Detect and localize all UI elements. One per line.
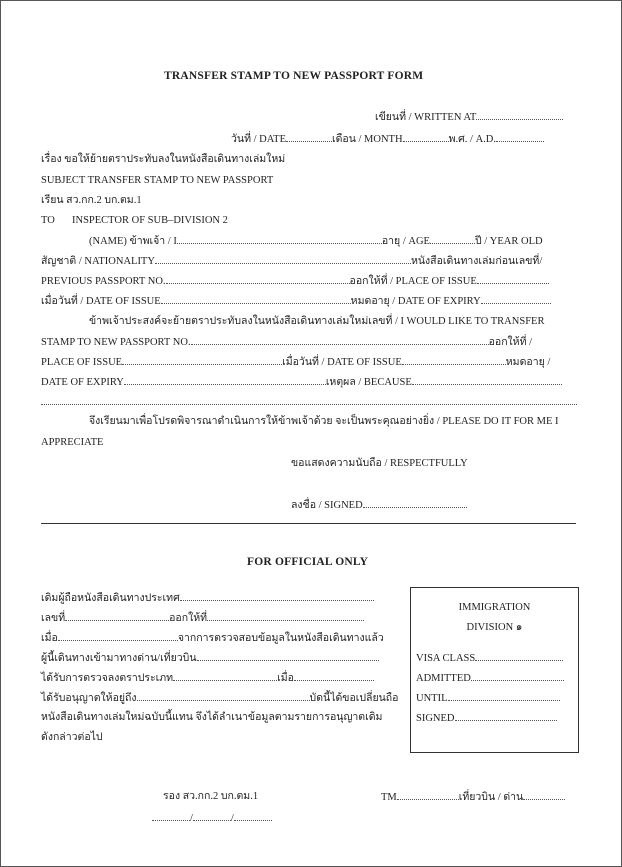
permitted-until-field[interactable] <box>137 691 310 701</box>
visa-date-field[interactable] <box>294 671 374 681</box>
signed-row <box>291 498 467 512</box>
official-line-5 <box>41 671 374 685</box>
nationality-row <box>41 254 542 268</box>
visa-class-label: VISA CLASS <box>416 653 476 664</box>
written-at-label: เขียนที่ / WRITTEN AT <box>375 112 477 123</box>
footer-flight-label: เที่ยวบิน / ด่าน <box>458 792 524 803</box>
new-date-of-issue-label: เมื่อวันที่ / DATE OF ISSUE <box>282 357 402 368</box>
box-title-immigration: IMMIGRATION <box>458 602 531 613</box>
entry-checkpoint-label: ผู้นี้เดินทางเข้ามาทางด่าน/เที่ยวบิน <box>41 653 197 664</box>
passport-checked-text: จากการตรวจสอบข้อมูลในหนังสือเดินทางแล้ว <box>177 633 384 644</box>
official-number-field[interactable] <box>65 611 169 621</box>
new-passport-label: STAMP TO NEW PASSPORT NO. <box>41 337 191 348</box>
subject-thai: เรื่อง ขอให้ย้ายตราประทับลงในหนังสือเดินทางเล่มใหม่ <box>41 154 286 165</box>
form-title: TRANSFER STAMP TO NEW PASSPORT FORM <box>164 70 424 82</box>
official-line-3 <box>41 631 384 645</box>
name-label: (NAME) ข้าพเจ้า / I <box>89 236 177 247</box>
prev-passport-field[interactable] <box>166 274 350 284</box>
date-of-expiry-field[interactable] <box>481 294 551 304</box>
new-passport-field[interactable] <box>191 335 489 345</box>
because-field[interactable] <box>412 375 562 385</box>
nationality-field[interactable] <box>155 254 411 264</box>
admitted-row <box>416 671 564 685</box>
subject-english: SUBJECT TRANSFER STAMP TO NEW PASSPORT <box>41 175 274 186</box>
box-signed-row <box>416 711 557 725</box>
new-passport-row <box>41 335 532 349</box>
date-field[interactable] <box>286 132 332 142</box>
footer-tm-field[interactable] <box>397 790 459 800</box>
respectfully-text: ขอแสดงความนับถือ / RESPECTFULLY <box>291 458 468 469</box>
admitted-field[interactable] <box>471 671 564 681</box>
new-date-of-expiry-field[interactable] <box>124 375 326 385</box>
written-at-field[interactable] <box>476 110 563 120</box>
official-issued-at-field[interactable] <box>207 611 364 621</box>
year-label: พ.ศ. / A.D. <box>448 134 496 145</box>
until-label: UNTIL <box>416 693 448 704</box>
new-expiry-thai-label: หมดอายุ / <box>505 357 551 368</box>
box-signed-label: SIGNED <box>416 713 455 724</box>
official-line-6 <box>41 691 398 705</box>
footer-day-field[interactable] <box>152 811 190 821</box>
change-holding-text: บัดนี้ได้ขอเปลี่ยนถือ <box>309 693 399 704</box>
official-line-7: หนังสือเดินทางเล่มใหม่ฉบับนี้แทน จึงได้ลำเนาข้อมูลตามรายการอนุญาตเดิม <box>41 712 383 723</box>
new-issue-row <box>41 355 550 369</box>
official-line-1 <box>41 591 374 605</box>
year-old-label: ปี / YEAR OLD <box>474 236 543 247</box>
admitted-label: ADMITTED <box>416 673 471 684</box>
footer-flight-field[interactable] <box>523 790 565 800</box>
entry-checkpoint-field[interactable] <box>197 651 379 661</box>
to-label: TO <box>41 215 55 226</box>
date-row <box>231 132 544 146</box>
new-place-of-issue-field[interactable] <box>122 355 282 365</box>
footer-deputy-inspector: รอง สว.กก.2 บก.ตม.1 <box>163 791 259 802</box>
official-when-label: เมื่อ <box>41 633 58 644</box>
year-field[interactable] <box>496 132 544 142</box>
footer-tm-label: TM <box>381 792 397 803</box>
official-title: FOR OFFICIAL ONLY <box>247 556 369 568</box>
signed-label: ลงชื่อ / SIGNED <box>291 500 363 511</box>
date-of-issue-label: เมื่อวันที่ / DATE OF ISSUE <box>41 296 161 307</box>
box-title-division: DIVISION ๑ <box>466 622 523 633</box>
footer-year-field[interactable] <box>234 811 272 821</box>
age-label: อายุ / AGE <box>381 236 430 247</box>
appreciate-text: APPRECIATE <box>41 437 104 448</box>
place-of-issue-field[interactable] <box>477 274 549 284</box>
prev-passport-thai-label: หนังสือเดินทางเล่มก่อนเลขที่/ <box>410 256 543 267</box>
until-row <box>416 691 560 705</box>
nationality-label: สัญชาติ / NATIONALITY <box>41 256 155 267</box>
because-continued-row <box>41 395 577 409</box>
expiry-because-row <box>41 375 562 389</box>
place-of-issue-label: ออกให้ที่ / PLACE OF ISSUE <box>349 276 477 287</box>
issue-expiry-row <box>41 294 551 308</box>
to-thai: เรียน สว.กก.2 บก.ตม.1 <box>41 195 142 206</box>
visa-type-label: ได้รับการตรวจลงตราประเภท <box>41 673 174 684</box>
visa-class-row <box>416 651 563 665</box>
written-at-row <box>375 110 563 124</box>
month-label: เดือน / MONTH <box>332 134 403 145</box>
original-country-label: เดิมผู้ถือหนังสือเดินทางประเทศ <box>41 593 180 604</box>
name-row <box>89 234 543 248</box>
to-value: INSPECTOR OF SUB–DIVISION 2 <box>72 215 228 226</box>
new-date-of-expiry-label: DATE OF EXPIRY <box>41 377 124 388</box>
age-field[interactable] <box>430 234 475 244</box>
new-place-of-issue-label: PLACE OF ISSUE <box>41 357 123 368</box>
original-country-field[interactable] <box>180 591 374 601</box>
visa-date-label: เมื่อ <box>277 673 294 684</box>
footer-date-row: / / <box>152 811 272 825</box>
date-label: วันที่ / DATE <box>231 134 286 145</box>
box-signed-field[interactable] <box>455 711 557 721</box>
request-statement: จึงเรียนมาเพื่อโปรดพิจารณาดำเนินการให้ข้าพเจ้าด้วย จะเป็นพระคุณอย่างยิ่ง / PLEASE DO IT FOR ME I <box>89 416 559 427</box>
prev-passport-row <box>41 274 549 288</box>
because-label: เหตุผล / BECAUSE <box>325 377 412 388</box>
footer-month-field[interactable] <box>193 811 231 821</box>
prev-passport-label: PREVIOUS PASSPORT NO. <box>41 276 166 287</box>
name-field[interactable] <box>177 234 382 244</box>
official-when-field[interactable] <box>58 631 178 641</box>
date-of-expiry-label: หมดอายุ / DATE OF EXPIRY <box>350 296 481 307</box>
official-line-2 <box>41 611 364 625</box>
official-issued-at-label: ออกให้ที่ <box>169 613 208 624</box>
official-line-8: ดังกล่าวต่อไป <box>41 732 103 743</box>
visa-type-field[interactable] <box>173 671 277 681</box>
date-of-issue-field[interactable] <box>161 294 351 304</box>
section-divider <box>41 523 576 524</box>
visa-class-field[interactable] <box>475 651 563 661</box>
new-date-of-issue-field[interactable] <box>402 355 506 365</box>
issued-at-thai-label: ออกให้ที่ / <box>488 337 533 348</box>
transfer-statement: ข้าพเจ้าประสงค์จะย้ายตราประทับลงในหนังสือเดินทางเล่มใหม่เลขที่ / I WOULD LIKE TO TRANSFER <box>89 316 545 327</box>
footer-tm-row <box>381 790 565 804</box>
signed-field[interactable] <box>363 498 467 508</box>
official-number-label: เลขที่ <box>41 613 66 624</box>
permitted-until-label: ได้รับอนุญาตให้อยู่ถึง <box>41 693 137 704</box>
because-continued-field[interactable] <box>41 395 577 405</box>
official-line-4 <box>41 651 379 665</box>
month-field[interactable] <box>403 132 449 142</box>
until-field[interactable] <box>448 691 560 701</box>
